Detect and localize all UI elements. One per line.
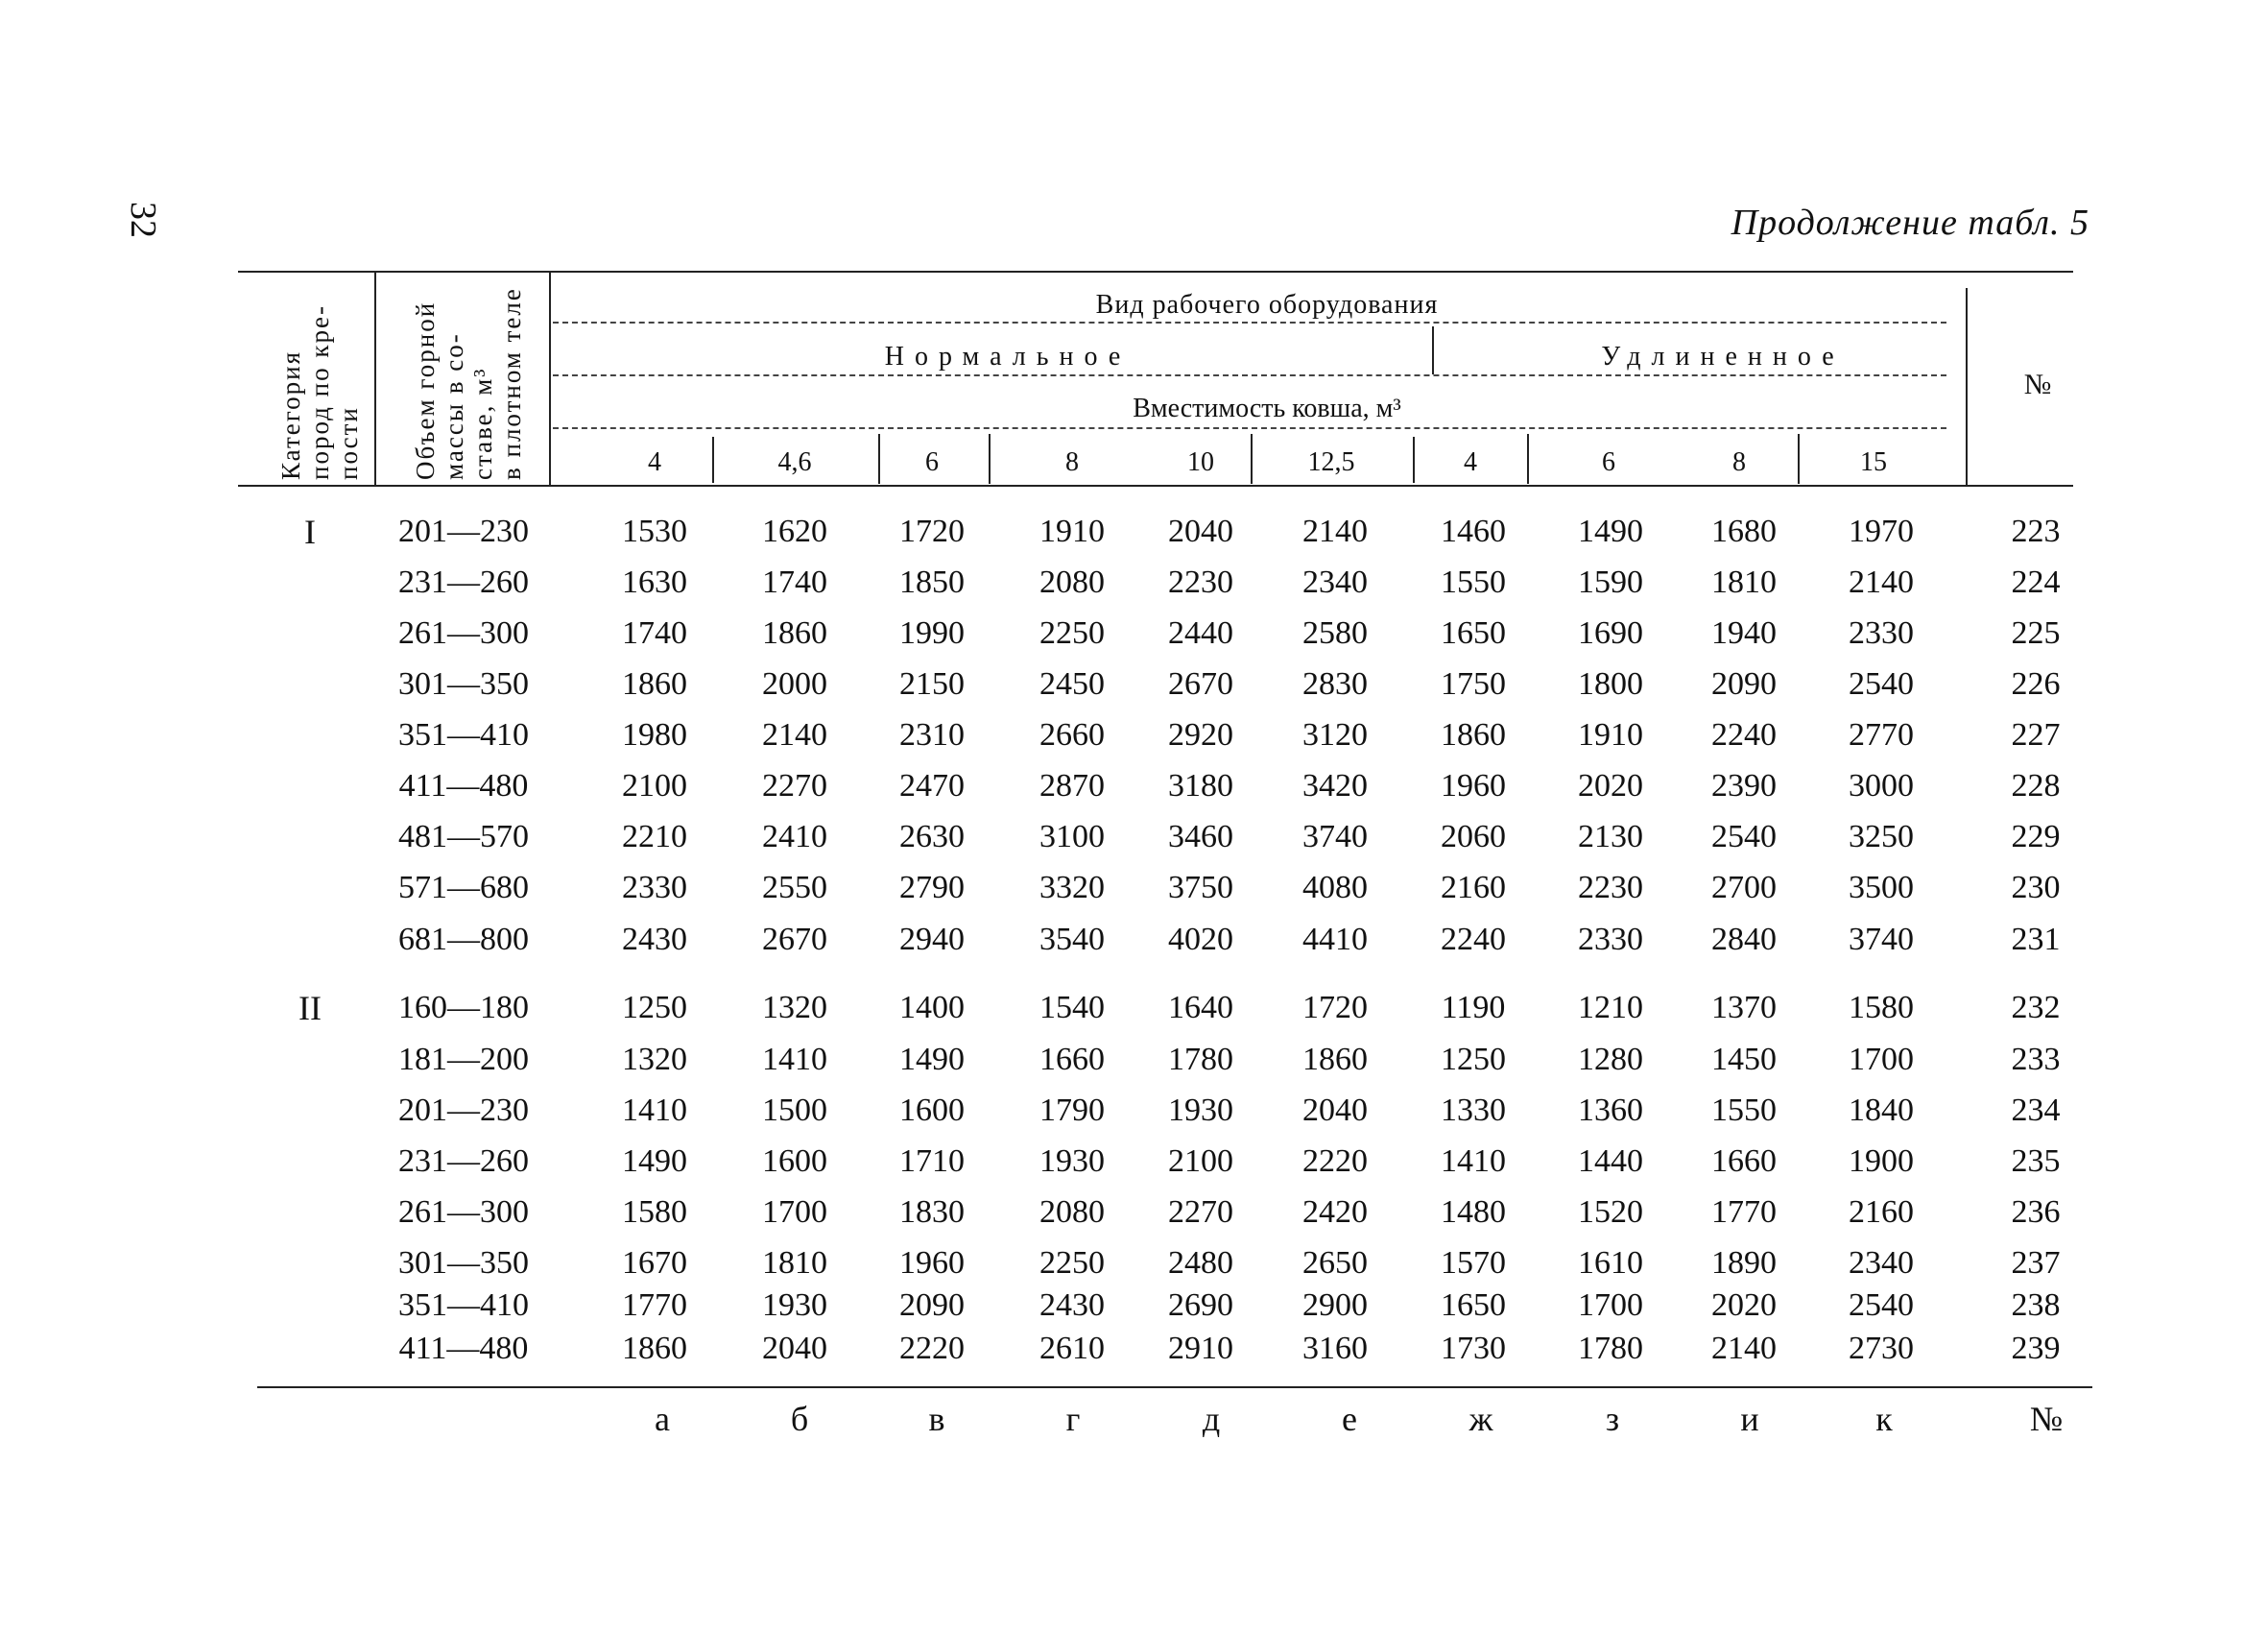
table-cell: 2870 [1039, 768, 1105, 804]
table-cell: 1460 [1441, 514, 1506, 549]
table-cell: 1660 [1711, 1143, 1777, 1179]
table-cell: 2540 [1849, 1287, 1914, 1323]
row-number: 224 [2011, 564, 2061, 600]
table-cell: 1330 [1441, 1093, 1506, 1128]
table-cell: 1550 [1441, 564, 1506, 600]
table-cell: 2140 [1849, 564, 1914, 600]
table-cell: 2690 [1168, 1287, 1233, 1323]
table-cell: 2430 [1039, 1287, 1105, 1323]
table-cell: 1670 [622, 1245, 687, 1281]
table-cell: 1540 [1039, 990, 1105, 1025]
volume-header-line: Объем горной [411, 300, 440, 480]
table-cell: 2340 [1849, 1245, 1914, 1281]
row-number: 231 [2011, 922, 2061, 957]
row-number: 223 [2011, 514, 2061, 549]
table-cell: 1660 [1039, 1042, 1105, 1077]
table-cell: 4020 [1168, 922, 1233, 957]
table-cell: 1440 [1578, 1143, 1643, 1179]
table-cell: 2080 [1039, 564, 1105, 600]
volume-range: 301—350 [398, 666, 529, 702]
category-header-line: Категория [276, 350, 305, 480]
table-cell: 1490 [1578, 514, 1643, 549]
table-cell: 2150 [899, 666, 965, 702]
table-cell: 2330 [1849, 615, 1914, 651]
capacity-divider [1527, 434, 1529, 484]
table-cell: 3740 [1302, 819, 1368, 854]
table-cell: 1940 [1711, 615, 1777, 651]
table-cell: 1860 [622, 666, 687, 702]
table-cell: 1520 [1578, 1194, 1643, 1230]
table-cell: 2220 [1302, 1143, 1368, 1179]
capacity-divider [1798, 434, 1800, 484]
table-cell: 2140 [1302, 514, 1368, 549]
category-label: II [298, 989, 322, 1027]
volume-range: 301—350 [398, 1245, 529, 1281]
table-cell: 1250 [622, 990, 687, 1025]
table-cell: 1720 [899, 514, 965, 549]
header-divider-volume [549, 273, 551, 486]
row-number: 226 [2011, 666, 2061, 702]
row-number: 227 [2011, 717, 2061, 753]
table-cell: 1600 [899, 1093, 965, 1128]
header-divider-category [374, 273, 376, 486]
table-cell: 2340 [1302, 564, 1368, 600]
table-cell: 1900 [1849, 1143, 1914, 1179]
table-cell: 2730 [1849, 1331, 1914, 1366]
table-cell: 1960 [899, 1245, 965, 1281]
table-cell: 2940 [899, 922, 965, 957]
table-cell: 3740 [1849, 922, 1914, 957]
table-cell: 1910 [1039, 514, 1105, 549]
capacity-divider [1413, 437, 1415, 483]
normal-header: Нормальное [884, 342, 1132, 372]
table-cell: 1860 [762, 615, 827, 651]
volume-range: 681—800 [398, 922, 529, 957]
table-cell: 2630 [899, 819, 965, 854]
table-cell: 1910 [1578, 717, 1643, 753]
extended-header: Удлиненное [1601, 342, 1845, 372]
table-cell: 1700 [762, 1194, 827, 1230]
table-cell: 2250 [1039, 1245, 1105, 1281]
table-cell: 2660 [1039, 717, 1105, 753]
number-header: № [2023, 369, 2052, 400]
table-cell: 1530 [622, 514, 687, 549]
table-cell: 3320 [1039, 870, 1105, 905]
volume-header-line: в плотном теле [497, 287, 526, 480]
table-cell: 1800 [1578, 666, 1643, 702]
table-cell: 2450 [1039, 666, 1105, 702]
table-cell: 1410 [622, 1093, 687, 1128]
capacity-header: 8 [1065, 447, 1079, 477]
table-cell: 1280 [1578, 1042, 1643, 1077]
table-cell: 1550 [1711, 1093, 1777, 1128]
footer-number-sign: № [2029, 1400, 2064, 1438]
table-cell: 1360 [1578, 1093, 1643, 1128]
volume-range: 571—680 [398, 870, 529, 905]
table-cell: 2000 [762, 666, 827, 702]
table-cell: 3160 [1302, 1331, 1368, 1366]
table-cell: 1810 [762, 1245, 827, 1281]
table-cell: 3000 [1849, 768, 1914, 804]
table-cell: 1980 [622, 717, 687, 753]
table-cell: 1490 [899, 1042, 965, 1077]
table-cell: 3420 [1302, 768, 1368, 804]
table-cell: 2830 [1302, 666, 1368, 702]
volume-range: 411—480 [398, 768, 529, 804]
table-cell: 2310 [899, 717, 965, 753]
table-cell: 1210 [1578, 990, 1643, 1025]
table-cell: 1620 [762, 514, 827, 549]
table-cell: 1700 [1849, 1042, 1914, 1077]
row-number: 232 [2011, 990, 2061, 1025]
table-cell: 1960 [1441, 768, 1506, 804]
table-cell: 2330 [1578, 922, 1643, 957]
footer-letter: б [790, 1400, 809, 1438]
table-cell: 1610 [1578, 1245, 1643, 1281]
table-cell: 1810 [1711, 564, 1777, 600]
table-cell: 2670 [1168, 666, 1233, 702]
volume-range: 231—260 [398, 564, 529, 600]
table-cell: 2430 [622, 922, 687, 957]
table-cell: 1320 [622, 1042, 687, 1077]
table-cell: 1450 [1711, 1042, 1777, 1077]
table-bottom-rule [257, 1386, 2092, 1388]
capacity-divider [1251, 434, 1253, 484]
volume-range: 351—410 [398, 717, 529, 753]
table-cell: 1370 [1711, 990, 1777, 1025]
volume-range: 261—300 [398, 1194, 529, 1230]
table-cell: 3180 [1168, 768, 1233, 804]
table-cell: 1830 [899, 1194, 965, 1230]
table-cell: 1410 [1441, 1143, 1506, 1179]
table-cell: 1490 [622, 1143, 687, 1179]
row-number: 233 [2011, 1042, 2061, 1077]
table-cell: 2130 [1578, 819, 1643, 854]
table-cell: 2040 [1168, 514, 1233, 549]
volume-range: 231—260 [398, 1143, 529, 1179]
table-cell: 1720 [1302, 990, 1368, 1025]
table-cell: 3540 [1039, 922, 1105, 957]
table-cell: 2440 [1168, 615, 1233, 651]
table-cell: 2250 [1039, 615, 1105, 651]
footer-letter: ж [1468, 1400, 1493, 1438]
category-label: I [304, 513, 316, 551]
table-cell: 3750 [1168, 870, 1233, 905]
capacity-header: 4,6 [777, 447, 812, 477]
table-cell: 3500 [1849, 870, 1914, 905]
table-cell: 2410 [762, 819, 827, 854]
table-cell: 1480 [1441, 1194, 1506, 1230]
capacity-divider [989, 434, 991, 484]
footer-letter: е [1342, 1400, 1357, 1438]
volume-range: 201—230 [398, 514, 529, 549]
table-cell: 2900 [1302, 1287, 1368, 1323]
table-cell: 2420 [1302, 1194, 1368, 1230]
table-cell: 1190 [1441, 990, 1506, 1025]
capacity-header: 6 [925, 447, 939, 477]
volume-header [411, 287, 526, 480]
category-header [276, 304, 363, 480]
table-cell: 2480 [1168, 1245, 1233, 1281]
table-cell: 2610 [1039, 1331, 1105, 1366]
volume-range: 181—200 [398, 1042, 529, 1077]
table-cell: 1840 [1849, 1093, 1914, 1128]
table-cell: 1680 [1711, 514, 1777, 549]
category-header-line: пости [334, 406, 363, 480]
category-header-line: пород по кре- [305, 304, 334, 480]
equipment-type-header: Вид рабочего оборудования [1095, 290, 1439, 320]
table-cell: 2920 [1168, 717, 1233, 753]
table-cell: 2090 [899, 1287, 965, 1323]
page-number: 32 [123, 202, 163, 238]
table-cell: 2270 [762, 768, 827, 804]
table-cell: 2540 [1849, 666, 1914, 702]
table-cell: 2270 [1168, 1194, 1233, 1230]
table-cell: 3120 [1302, 717, 1368, 753]
table-cell: 1770 [622, 1287, 687, 1323]
volume-range: 201—230 [398, 1093, 529, 1128]
table-cell: 2240 [1441, 922, 1506, 957]
row-number: 236 [2011, 1194, 2061, 1230]
capacity-header: 12,5 [1307, 447, 1355, 477]
table-cell: 1700 [1578, 1287, 1643, 1323]
table-cell: 2090 [1711, 666, 1777, 702]
table-cell: 1750 [1441, 666, 1506, 702]
capacity-header: 4 [648, 447, 661, 477]
header-bottom-rule [238, 485, 2073, 487]
table-cell: 1640 [1168, 990, 1233, 1025]
table-cell: 2700 [1711, 870, 1777, 905]
table-cell: 2210 [622, 819, 687, 854]
row-number: 230 [2011, 870, 2061, 905]
table-cell: 2840 [1711, 922, 1777, 957]
table-cell: 1250 [1441, 1042, 1506, 1077]
table-cell: 2020 [1578, 768, 1643, 804]
table-cell: 2230 [1168, 564, 1233, 600]
table-cell: 1850 [899, 564, 965, 600]
table-cell: 1930 [1168, 1093, 1233, 1128]
table-cell: 2040 [762, 1331, 827, 1366]
capacity-divider [878, 434, 880, 484]
table-cell: 2100 [622, 768, 687, 804]
table-cell: 2100 [1168, 1143, 1233, 1179]
table-cell: 4410 [1302, 922, 1368, 957]
footer-letter: а [655, 1400, 670, 1438]
table-cell: 2140 [1711, 1331, 1777, 1366]
volume-range: 411—480 [398, 1331, 529, 1366]
capacity-divider [712, 437, 714, 483]
table-cell: 1400 [899, 990, 965, 1025]
row-number: 239 [2011, 1331, 2061, 1366]
volume-range: 261—300 [398, 615, 529, 651]
continuation-title: Продолжение табл. 5 [1731, 203, 2089, 243]
table-cell: 1860 [622, 1331, 687, 1366]
capacity-rule [553, 427, 1946, 429]
table-cell: 2390 [1711, 768, 1777, 804]
volume-range: 481—570 [398, 819, 529, 854]
capacity-header: 4 [1464, 447, 1477, 477]
table-cell: 1590 [1578, 564, 1643, 600]
footer-letter: и [1740, 1400, 1759, 1438]
footer-letter: к [1875, 1400, 1893, 1438]
table-cell: 1770 [1711, 1194, 1777, 1230]
table-cell: 2790 [899, 870, 965, 905]
table-cell: 1790 [1039, 1093, 1105, 1128]
header-divider-number [1966, 288, 1968, 486]
table-cell: 1930 [762, 1287, 827, 1323]
volume-range: 160—180 [398, 990, 529, 1025]
row-number: 225 [2011, 615, 2061, 651]
table-top-rule [238, 271, 2073, 273]
table-cell: 1780 [1578, 1331, 1643, 1366]
table-cell: 1740 [622, 615, 687, 651]
bucket-capacity-header: Вместимость ковша, м³ [1133, 394, 1401, 423]
table-cell: 1970 [1849, 514, 1914, 549]
table-cell: 1650 [1441, 1287, 1506, 1323]
row-number: 235 [2011, 1143, 2061, 1179]
volume-range: 351—410 [398, 1287, 529, 1323]
table-cell: 2060 [1441, 819, 1506, 854]
table-cell: 3250 [1849, 819, 1914, 854]
table-cell: 2230 [1578, 870, 1643, 905]
table-cell: 1580 [1849, 990, 1914, 1025]
table-cell: 2020 [1711, 1287, 1777, 1323]
table-cell: 1990 [899, 615, 965, 651]
table-cell: 1630 [622, 564, 687, 600]
row-number: 237 [2011, 1245, 2061, 1281]
table-cell: 2540 [1711, 819, 1777, 854]
table-cell: 2470 [899, 768, 965, 804]
capacity-header: 10 [1187, 447, 1214, 477]
footer-letter: в [928, 1400, 945, 1438]
table-cell: 3460 [1168, 819, 1233, 854]
table-cell: 2550 [762, 870, 827, 905]
equipment-type-rule [553, 322, 1946, 324]
table-cell: 2080 [1039, 1194, 1105, 1230]
row-number: 229 [2011, 819, 2061, 854]
capacity-header: 15 [1860, 447, 1887, 477]
table-cell: 2140 [762, 717, 827, 753]
table-cell: 1730 [1441, 1331, 1506, 1366]
capacity-header: 6 [1602, 447, 1615, 477]
table-cell: 2240 [1711, 717, 1777, 753]
table-cell: 2670 [762, 922, 827, 957]
footer-letter: д [1202, 1400, 1221, 1438]
table-cell: 1580 [622, 1194, 687, 1230]
table-cell: 1780 [1168, 1042, 1233, 1077]
table-cell: 1650 [1441, 615, 1506, 651]
footer-letter: г [1065, 1400, 1081, 1438]
table-cell: 1890 [1711, 1245, 1777, 1281]
table-cell: 2650 [1302, 1245, 1368, 1281]
table-cell: 1860 [1441, 717, 1506, 753]
volume-header-line: ставе, м³ [468, 367, 497, 480]
table-cell: 1600 [762, 1143, 827, 1179]
table-cell: 2160 [1441, 870, 1506, 905]
table-cell: 2910 [1168, 1331, 1233, 1366]
table-cell: 2220 [899, 1331, 965, 1366]
normal-extended-rule [553, 374, 1946, 376]
table-cell: 1320 [762, 990, 827, 1025]
normal-extended-divider [1432, 326, 1434, 374]
volume-header-line: массы в со- [440, 332, 468, 480]
table-cell: 2160 [1849, 1194, 1914, 1230]
table-cell: 1740 [762, 564, 827, 600]
table-cell: 2580 [1302, 615, 1368, 651]
table-cell: 1500 [762, 1093, 827, 1128]
capacity-header: 8 [1732, 447, 1746, 477]
table-cell: 4080 [1302, 870, 1368, 905]
table-cell: 1570 [1441, 1245, 1506, 1281]
footer-letter: з [1605, 1400, 1620, 1438]
table-cell: 1860 [1302, 1042, 1368, 1077]
table-cell: 3100 [1039, 819, 1105, 854]
row-number: 238 [2011, 1287, 2061, 1323]
table-cell: 2330 [622, 870, 687, 905]
row-number: 234 [2011, 1093, 2061, 1128]
table-cell: 2770 [1849, 717, 1914, 753]
table-cell: 1690 [1578, 615, 1643, 651]
table-cell: 1410 [762, 1042, 827, 1077]
table-cell: 1710 [899, 1143, 965, 1179]
table-cell: 2040 [1302, 1093, 1368, 1128]
row-number: 228 [2011, 768, 2061, 804]
table-cell: 1930 [1039, 1143, 1105, 1179]
